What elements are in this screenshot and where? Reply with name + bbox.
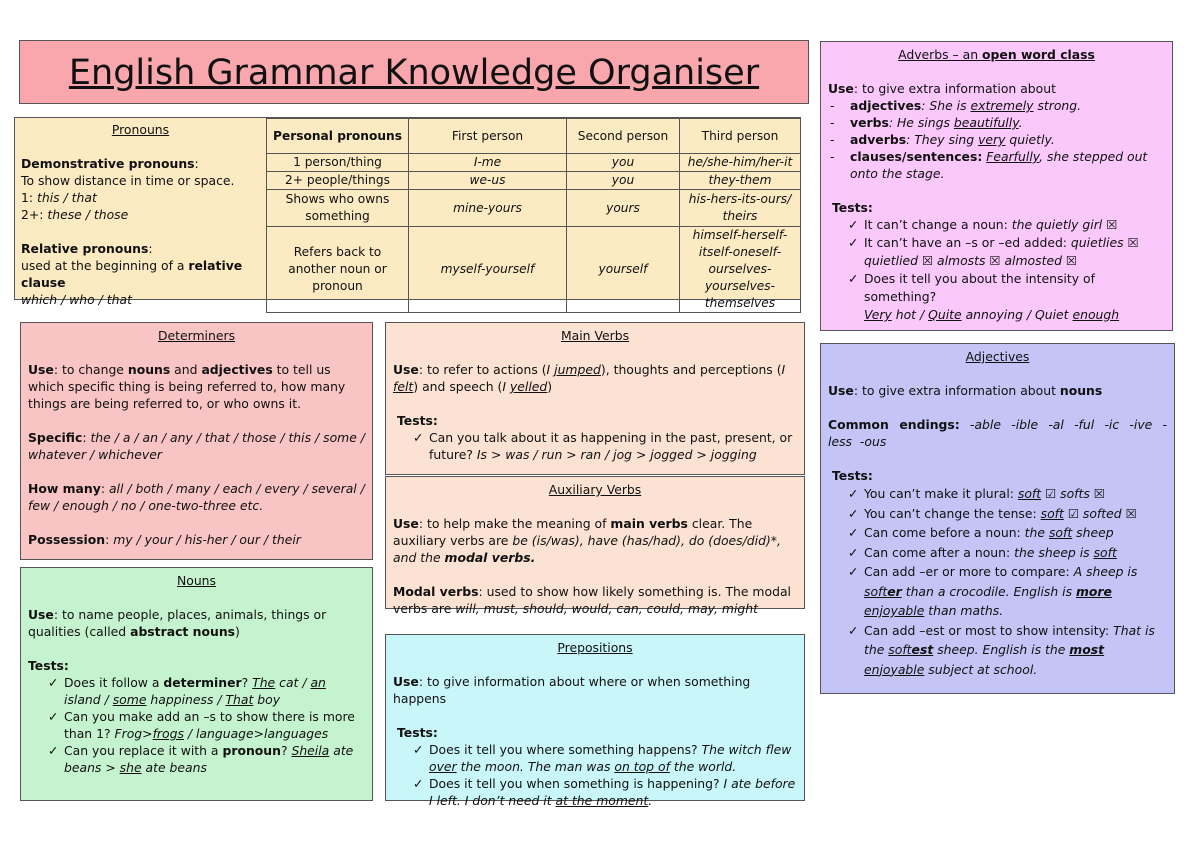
table-cell: we-us xyxy=(409,172,567,190)
determiners-heading: Determiners xyxy=(157,328,236,343)
table-row xyxy=(267,154,801,172)
nouns-tests xyxy=(28,674,365,776)
adverbs-list xyxy=(828,97,1165,182)
table-cell: I-me xyxy=(409,154,567,172)
list-item: ✓ Does it tell you where something happens? The witch flew over the moon. The man was on top of the world. xyxy=(413,741,797,775)
table-cell: himself-herself-itself-oneself-ourselves-yourselves-themselves xyxy=(680,227,801,313)
list-item: - adjectives: She is extremely strong. xyxy=(830,97,1165,114)
modal-verbs: Modal verbs: used to show how likely something is. The modal verbs are will, must, should, would, can, could, may, might xyxy=(393,584,791,616)
list-item: ✓ Can come before a noun: the soft sheep xyxy=(848,523,1167,543)
list-item: ✓ Can add –est or most to show intensity: That is the softest sheep. English is the most enjoyable subject at school. xyxy=(848,621,1167,680)
list-item: - adverbs: They sing very quietly. xyxy=(830,131,1165,148)
relative-desc: used at the beginning of a relative clause xyxy=(21,258,243,290)
prepositions-tests xyxy=(393,741,797,809)
nouns-use: Use: to name people, places, animals, things or qualities (called abstract nouns) xyxy=(28,607,327,639)
table-header-row xyxy=(267,119,801,154)
list-item: ✓ Can come after a noun: the sheep is soft xyxy=(848,543,1167,563)
main-verbs-use: Use: to refer to actions (I jumped), thoughts and perceptions (I felt) and speech (I yelled) xyxy=(393,362,786,394)
pronouns-heading: Pronouns xyxy=(111,122,170,137)
main-verbs-heading: Main Verbs xyxy=(560,328,630,343)
list-item: ✓ You can’t change the tense: soft ☑ softed ☒ xyxy=(848,504,1167,524)
table-row xyxy=(267,172,801,190)
auxiliary-use: Use: to help make the meaning of main verbs clear. The auxiliary verbs are be (is/was), have (has/had), do (does/did)*, and the modal verbs. xyxy=(393,516,781,565)
table-header-cell: Personal pronouns xyxy=(267,119,409,154)
main-verbs-tests-label: Tests: xyxy=(397,413,438,428)
adjectives-use: Use: to give extra information about nouns xyxy=(828,383,1103,398)
table-cell: myself-yourself xyxy=(409,227,567,313)
list-item: ✓ Can you make add an –s to show there is more than 1? Frog>frogs / language>languages xyxy=(48,708,365,742)
determiners-use: Use: to change nouns and adjectives to tell us which specific thing is being referred to, how many things are being referred to, or who owns it. xyxy=(28,362,346,411)
table-cell: he/she-him/her-it xyxy=(680,154,801,172)
pronouns-info xyxy=(15,118,266,307)
list-item: - verbs: He sings beautifully. xyxy=(830,114,1165,131)
table-cell: Refers back to another noun or pronoun xyxy=(267,227,409,313)
auxiliary-verbs-panel xyxy=(385,476,805,616)
title-banner xyxy=(19,40,809,104)
prepositions-tests-label: Tests: xyxy=(397,725,438,740)
nouns-tests-label: Tests: xyxy=(28,658,69,673)
personal-pronouns-table xyxy=(266,118,801,313)
nouns-heading: Nouns xyxy=(176,573,216,588)
nouns-panel xyxy=(20,567,373,801)
list-item: ✓ Can you replace it with a pronoun? Sheila ate beans > she ate beans xyxy=(48,742,365,776)
adverbs-tests-label: Tests: xyxy=(832,200,873,215)
demonstrative-desc: To show distance in time or space. xyxy=(21,173,235,188)
table-cell: yourself xyxy=(567,227,680,313)
pronouns-panel xyxy=(14,117,801,310)
demonstrative-one: 1: this / that xyxy=(21,190,97,205)
list-item: ✓ Can you talk about it as happening in the past, present, or future? Is > was / run > ran / jog > jogged > jogging xyxy=(413,429,797,463)
demonstrative-many: 2+: these / those xyxy=(21,207,129,222)
prepositions-panel xyxy=(385,634,805,808)
determiners-panel xyxy=(20,322,373,560)
main-verbs-tests xyxy=(393,429,797,463)
adjectives-panel xyxy=(820,343,1175,694)
table-header-cell: Second person xyxy=(567,119,680,154)
list-item: ✓ Does it follow a determiner? The cat / an island / some happiness / That boy xyxy=(48,674,365,708)
table-header-cell: Third person xyxy=(680,119,801,154)
prepositions-use: Use: to give information about where or when something happens xyxy=(393,674,751,706)
list-item: - clauses/sentences: Fearfully, she stepped out onto the stage. xyxy=(830,148,1165,182)
list-item: ✓ Does it tell you about the intensity of something? Very hot / Quite annoying / Quiet enough xyxy=(848,270,1165,324)
list-item: ✓ You can’t make it plural: soft ☑ softs ☒ xyxy=(848,484,1167,504)
table-cell: they-them xyxy=(680,172,801,190)
determiners-how-many: How many: all / both / many / each / every / several / few / enough / no / one-two-three etc. xyxy=(28,481,365,513)
table-cell: yours xyxy=(567,190,680,227)
table-cell: Shows who owns something xyxy=(267,190,409,227)
adverbs-panel xyxy=(820,41,1173,331)
table-row xyxy=(267,227,801,313)
list-item: ✓ It can’t have an –s or –ed added: quietlies ☒ quietlied ☒ almosts ☒ almosted ☒ xyxy=(848,234,1165,270)
adjectives-heading: Adjectives xyxy=(965,349,1030,364)
adjectives-endings: Common endings: -able -ible -al -ful -ic -ive -less -ous xyxy=(828,417,1167,449)
table-cell: you xyxy=(567,154,680,172)
main-verbs-panel xyxy=(385,322,805,475)
adjectives-tests xyxy=(828,484,1167,679)
prepositions-heading: Prepositions xyxy=(557,640,633,655)
adverbs-heading: Adverbs – an open word class xyxy=(898,47,1095,62)
table-header-cell: First person xyxy=(409,119,567,154)
table-cell: 2+ people/things xyxy=(267,172,409,190)
adverbs-tests xyxy=(828,216,1165,324)
adjectives-tests-label: Tests: xyxy=(832,468,873,483)
list-item: ✓ Does it tell you when something is happening? I ate before I left. I don’t need it at the moment. xyxy=(413,775,797,809)
determiners-possession: Possession: my / your / his-her / our / their xyxy=(28,532,301,547)
table-cell: mine-yours xyxy=(409,190,567,227)
list-item: ✓ Can add –er or more to compare: A sheep is softer than a crocodile. English is more enjoyable than maths. xyxy=(848,562,1167,621)
relative-label: Relative pronouns: xyxy=(21,241,153,256)
relative-examples: which / who / that xyxy=(21,292,132,307)
page-title: English Grammar Knowledge Organiser xyxy=(68,53,760,93)
table-row xyxy=(267,190,801,227)
demonstrative-line: Demonstrative pronouns: xyxy=(21,156,199,171)
auxiliary-heading: Auxiliary Verbs xyxy=(548,482,642,497)
table-cell: 1 person/thing xyxy=(267,154,409,172)
determiners-specific: Specific: the / a / an / any / that / those / this / some / whatever / whichever xyxy=(28,430,365,462)
table-cell: you xyxy=(567,172,680,190)
adverbs-use: Use: to give extra information about xyxy=(828,81,1056,96)
table-cell: his-hers-its-ours/ theirs xyxy=(680,190,801,227)
list-item: ✓ It can’t change a noun: the quietly girl ☒ xyxy=(848,216,1165,234)
